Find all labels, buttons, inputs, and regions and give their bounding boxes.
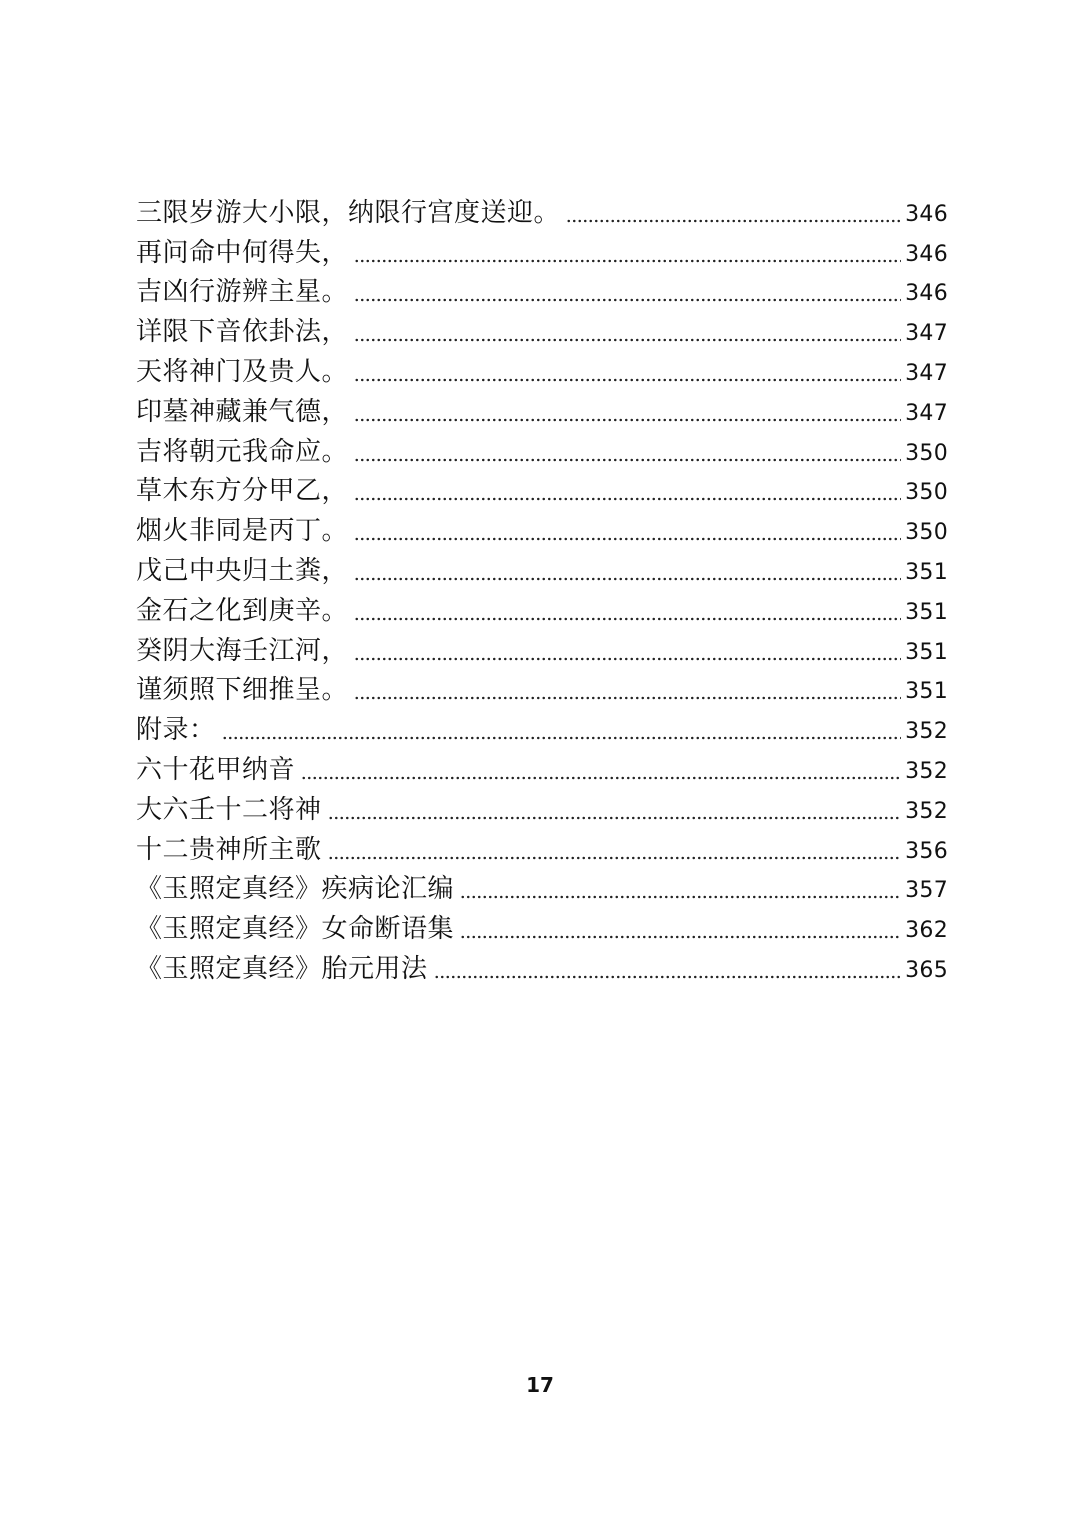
toc-entry[interactable] bbox=[136, 827, 948, 867]
toc-entry[interactable] bbox=[136, 628, 948, 668]
toc-entry-title: 《玉照定真经》胎元用法 bbox=[136, 953, 428, 984]
toc-entry-title: 金石之化到庚辛。 bbox=[136, 595, 349, 626]
toc-entry-page: 356 bbox=[905, 838, 948, 864]
toc-entry-title: 天将神门及贵人。 bbox=[136, 356, 349, 387]
toc-entry-title: 印墓神藏兼气德， bbox=[136, 396, 349, 427]
toc-entry-page: 347 bbox=[905, 400, 948, 426]
toc-entry-title: 《玉照定真经》疾病论汇编 bbox=[136, 874, 455, 905]
toc-entry[interactable] bbox=[136, 349, 948, 389]
toc-entry-page: 357 bbox=[905, 878, 948, 904]
dot-leader bbox=[354, 275, 901, 309]
dot-leader bbox=[328, 833, 902, 867]
toc-entry-title: 《玉照定真经》女命断语集 bbox=[136, 914, 455, 945]
toc-entry-page: 346 bbox=[905, 201, 948, 227]
toc-entry[interactable] bbox=[136, 747, 948, 787]
dot-leader bbox=[328, 793, 902, 827]
toc-entry-title: 附录： bbox=[136, 715, 216, 746]
toc-entry[interactable] bbox=[136, 588, 948, 628]
toc-entry-title: 癸阴大海壬江河， bbox=[136, 635, 349, 666]
toc-entry[interactable] bbox=[136, 668, 948, 708]
toc-entry[interactable] bbox=[136, 906, 948, 946]
toc-entry-page: 351 bbox=[905, 599, 948, 625]
toc-entry-page: 352 bbox=[905, 719, 948, 745]
toc-entry-title: 再问命中何得失， bbox=[136, 237, 349, 268]
toc-entry-page: 365 bbox=[905, 957, 948, 983]
toc-entry-title: 草木东方分甲乙， bbox=[136, 476, 349, 507]
toc-entry[interactable] bbox=[136, 867, 948, 907]
toc-entry-title: 吉凶行游辨主星。 bbox=[136, 277, 349, 308]
toc-entry-page: 347 bbox=[905, 360, 948, 386]
toc-entry-title: 谨须照下细推呈。 bbox=[136, 675, 349, 706]
toc-entry[interactable] bbox=[136, 429, 948, 469]
toc-entry[interactable] bbox=[136, 389, 948, 429]
dot-leader bbox=[354, 236, 901, 270]
toc-entry-page: 351 bbox=[905, 559, 948, 585]
toc-entry-page: 351 bbox=[905, 639, 948, 665]
toc-entry[interactable] bbox=[136, 508, 948, 548]
toc-entry[interactable] bbox=[136, 787, 948, 827]
toc-entry-page: 350 bbox=[905, 480, 948, 506]
toc-entry-page: 347 bbox=[905, 321, 948, 347]
dot-leader bbox=[354, 673, 901, 707]
toc-entry-title: 大六壬十二将神 bbox=[136, 794, 322, 825]
dot-leader bbox=[354, 634, 901, 668]
toc-entry-title: 三限岁游大小限，纳限行宫度送迎。 bbox=[136, 197, 561, 228]
dot-leader bbox=[460, 872, 901, 906]
dot-leader bbox=[434, 952, 902, 986]
dot-leader bbox=[354, 594, 901, 628]
toc-entry-title: 十二贵神所主歌 bbox=[136, 834, 322, 865]
toc-entry[interactable] bbox=[136, 190, 948, 230]
dot-leader bbox=[566, 196, 901, 230]
dot-leader bbox=[354, 514, 901, 548]
toc-entry[interactable] bbox=[136, 309, 948, 349]
toc-entry-title: 详限下音依卦法， bbox=[136, 317, 349, 348]
dot-leader bbox=[354, 474, 901, 508]
toc-entry-page: 346 bbox=[905, 241, 948, 267]
toc-entry[interactable] bbox=[136, 707, 948, 747]
dot-leader bbox=[354, 554, 901, 588]
toc-entry-page: 352 bbox=[905, 758, 948, 784]
toc-entry[interactable] bbox=[136, 270, 948, 310]
toc-entry-page: 362 bbox=[905, 918, 948, 944]
dot-leader bbox=[354, 355, 901, 389]
toc-entry-page: 352 bbox=[905, 798, 948, 824]
toc-entry[interactable] bbox=[136, 469, 948, 509]
toc-entry-page: 346 bbox=[905, 281, 948, 307]
toc-entry-page: 350 bbox=[905, 520, 948, 546]
toc-entry-page: 350 bbox=[905, 440, 948, 466]
page-number: 17 bbox=[526, 1373, 554, 1397]
toc-entry[interactable] bbox=[136, 548, 948, 588]
dot-leader bbox=[354, 395, 901, 429]
dot-leader bbox=[354, 435, 901, 469]
toc-entry[interactable] bbox=[136, 946, 948, 986]
toc-entry-title: 戊己中央归土粪， bbox=[136, 555, 349, 586]
dot-leader bbox=[460, 912, 901, 946]
toc-entry-page: 351 bbox=[905, 679, 948, 705]
toc-entry[interactable] bbox=[136, 230, 948, 270]
toc-entry-title: 烟火非同是丙丁。 bbox=[136, 516, 349, 547]
toc-entry-title: 吉将朝元我命应。 bbox=[136, 436, 349, 467]
dot-leader bbox=[354, 315, 901, 349]
table-of-contents bbox=[136, 190, 948, 986]
toc-entry-title: 六十花甲纳音 bbox=[136, 754, 296, 785]
dot-leader bbox=[222, 713, 902, 747]
dot-leader bbox=[301, 753, 901, 787]
